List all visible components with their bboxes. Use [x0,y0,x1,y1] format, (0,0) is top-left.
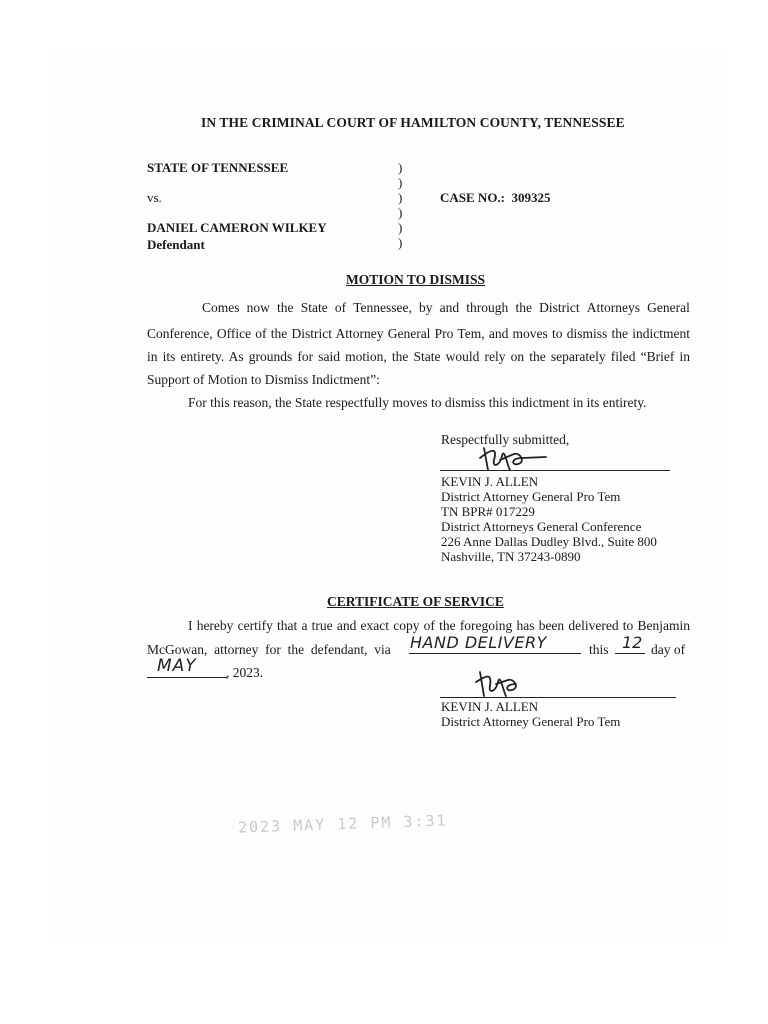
certificate-signer-name: KEVIN J. ALLEN [441,699,539,714]
month-line [147,677,227,678]
motion-paragraph-line2: Conference, Office of the District Attorney General Pro Tem, and moves to dismiss the indictment [147,326,690,341]
signer-address1: 226 Anne Dallas Dudley Blvd., Suite 800 [441,534,657,549]
motion-word: Comes [202,300,240,315]
filing-stamp: 2023 MAY 12 PM 3:31 [237,811,448,837]
signature-block [441,474,657,564]
delivery-method-handwritten: HAND DELIVERY [410,633,547,652]
signer-org: District Attorneys General Conference [441,519,642,534]
motion-paragraph-line4: Support of Motion to Dismiss Indictment”: [147,372,380,387]
certificate-signature-block [441,699,620,729]
motion-paragraph-2: For this reason, the State respectfully moves to dismiss this indictment in its entirety. [188,395,647,410]
motion-title: MOTION TO DISMISS [346,272,486,287]
certificate-line1: I hereby certify that a true and exact copy of the foregoing has been delivered to Benjamin [188,618,690,633]
motion-word: General [647,300,690,315]
motion-word: now [246,300,270,315]
day-handwritten: 12 [622,633,643,652]
closing: Respectfully submitted, [441,432,570,447]
year-text: , 2023. [226,665,264,680]
signer-title: District Attorney General Pro Tem [441,489,621,504]
motion-word: Tennessee, [353,300,412,315]
defendant-name: DANIEL CAMERON WILKEY [147,220,327,235]
motion-word: the [277,300,294,315]
motion-word: by [419,300,433,315]
day-of-label: day of [651,642,686,657]
motion-word: State [300,300,328,315]
signer-address2: Nashville, TN 37243-0890 [441,549,581,564]
day-line [615,653,645,654]
motion-word: of [334,300,347,315]
certificate-signer-title: District Attorney General Pro Tem [441,714,621,729]
delivery-method-line [409,653,581,654]
versus-label: vs. [147,190,162,205]
motion-paragraph-line1 [202,300,690,316]
motion-word: District [539,300,580,315]
month-handwritten: MAY [157,656,197,676]
motion-word: through [466,300,509,315]
plaintiff-name: STATE OF TENNESSEE [147,160,289,175]
motion-word: the [515,300,532,315]
signature-mark-2 [468,668,528,700]
motion-word: Attorneys [586,300,640,315]
signer-name: KEVIN J. ALLEN [441,474,539,489]
certificate-line2-start: McGowan, attorney for the defendant, via [147,642,391,657]
court-title: IN THE CRIMINAL COURT OF HAMILTON COUNTY, TENNESSEE [201,115,625,130]
motion-paragraph-line3: in its entirety. As grounds for said motion, the State would rely on the separately filed “Brief in [147,349,690,364]
signer-bpr: TN BPR# 017229 [441,504,535,519]
case-number: CASE NO.: 309325 [440,190,551,205]
motion-word: and [439,300,460,315]
this-label: this [589,642,609,657]
signature-line-2 [440,697,676,698]
signature-line-1 [440,470,670,471]
certificate-title: CERTIFICATE OF SERVICE [327,594,504,609]
defendant-label: Defendant [147,237,205,252]
